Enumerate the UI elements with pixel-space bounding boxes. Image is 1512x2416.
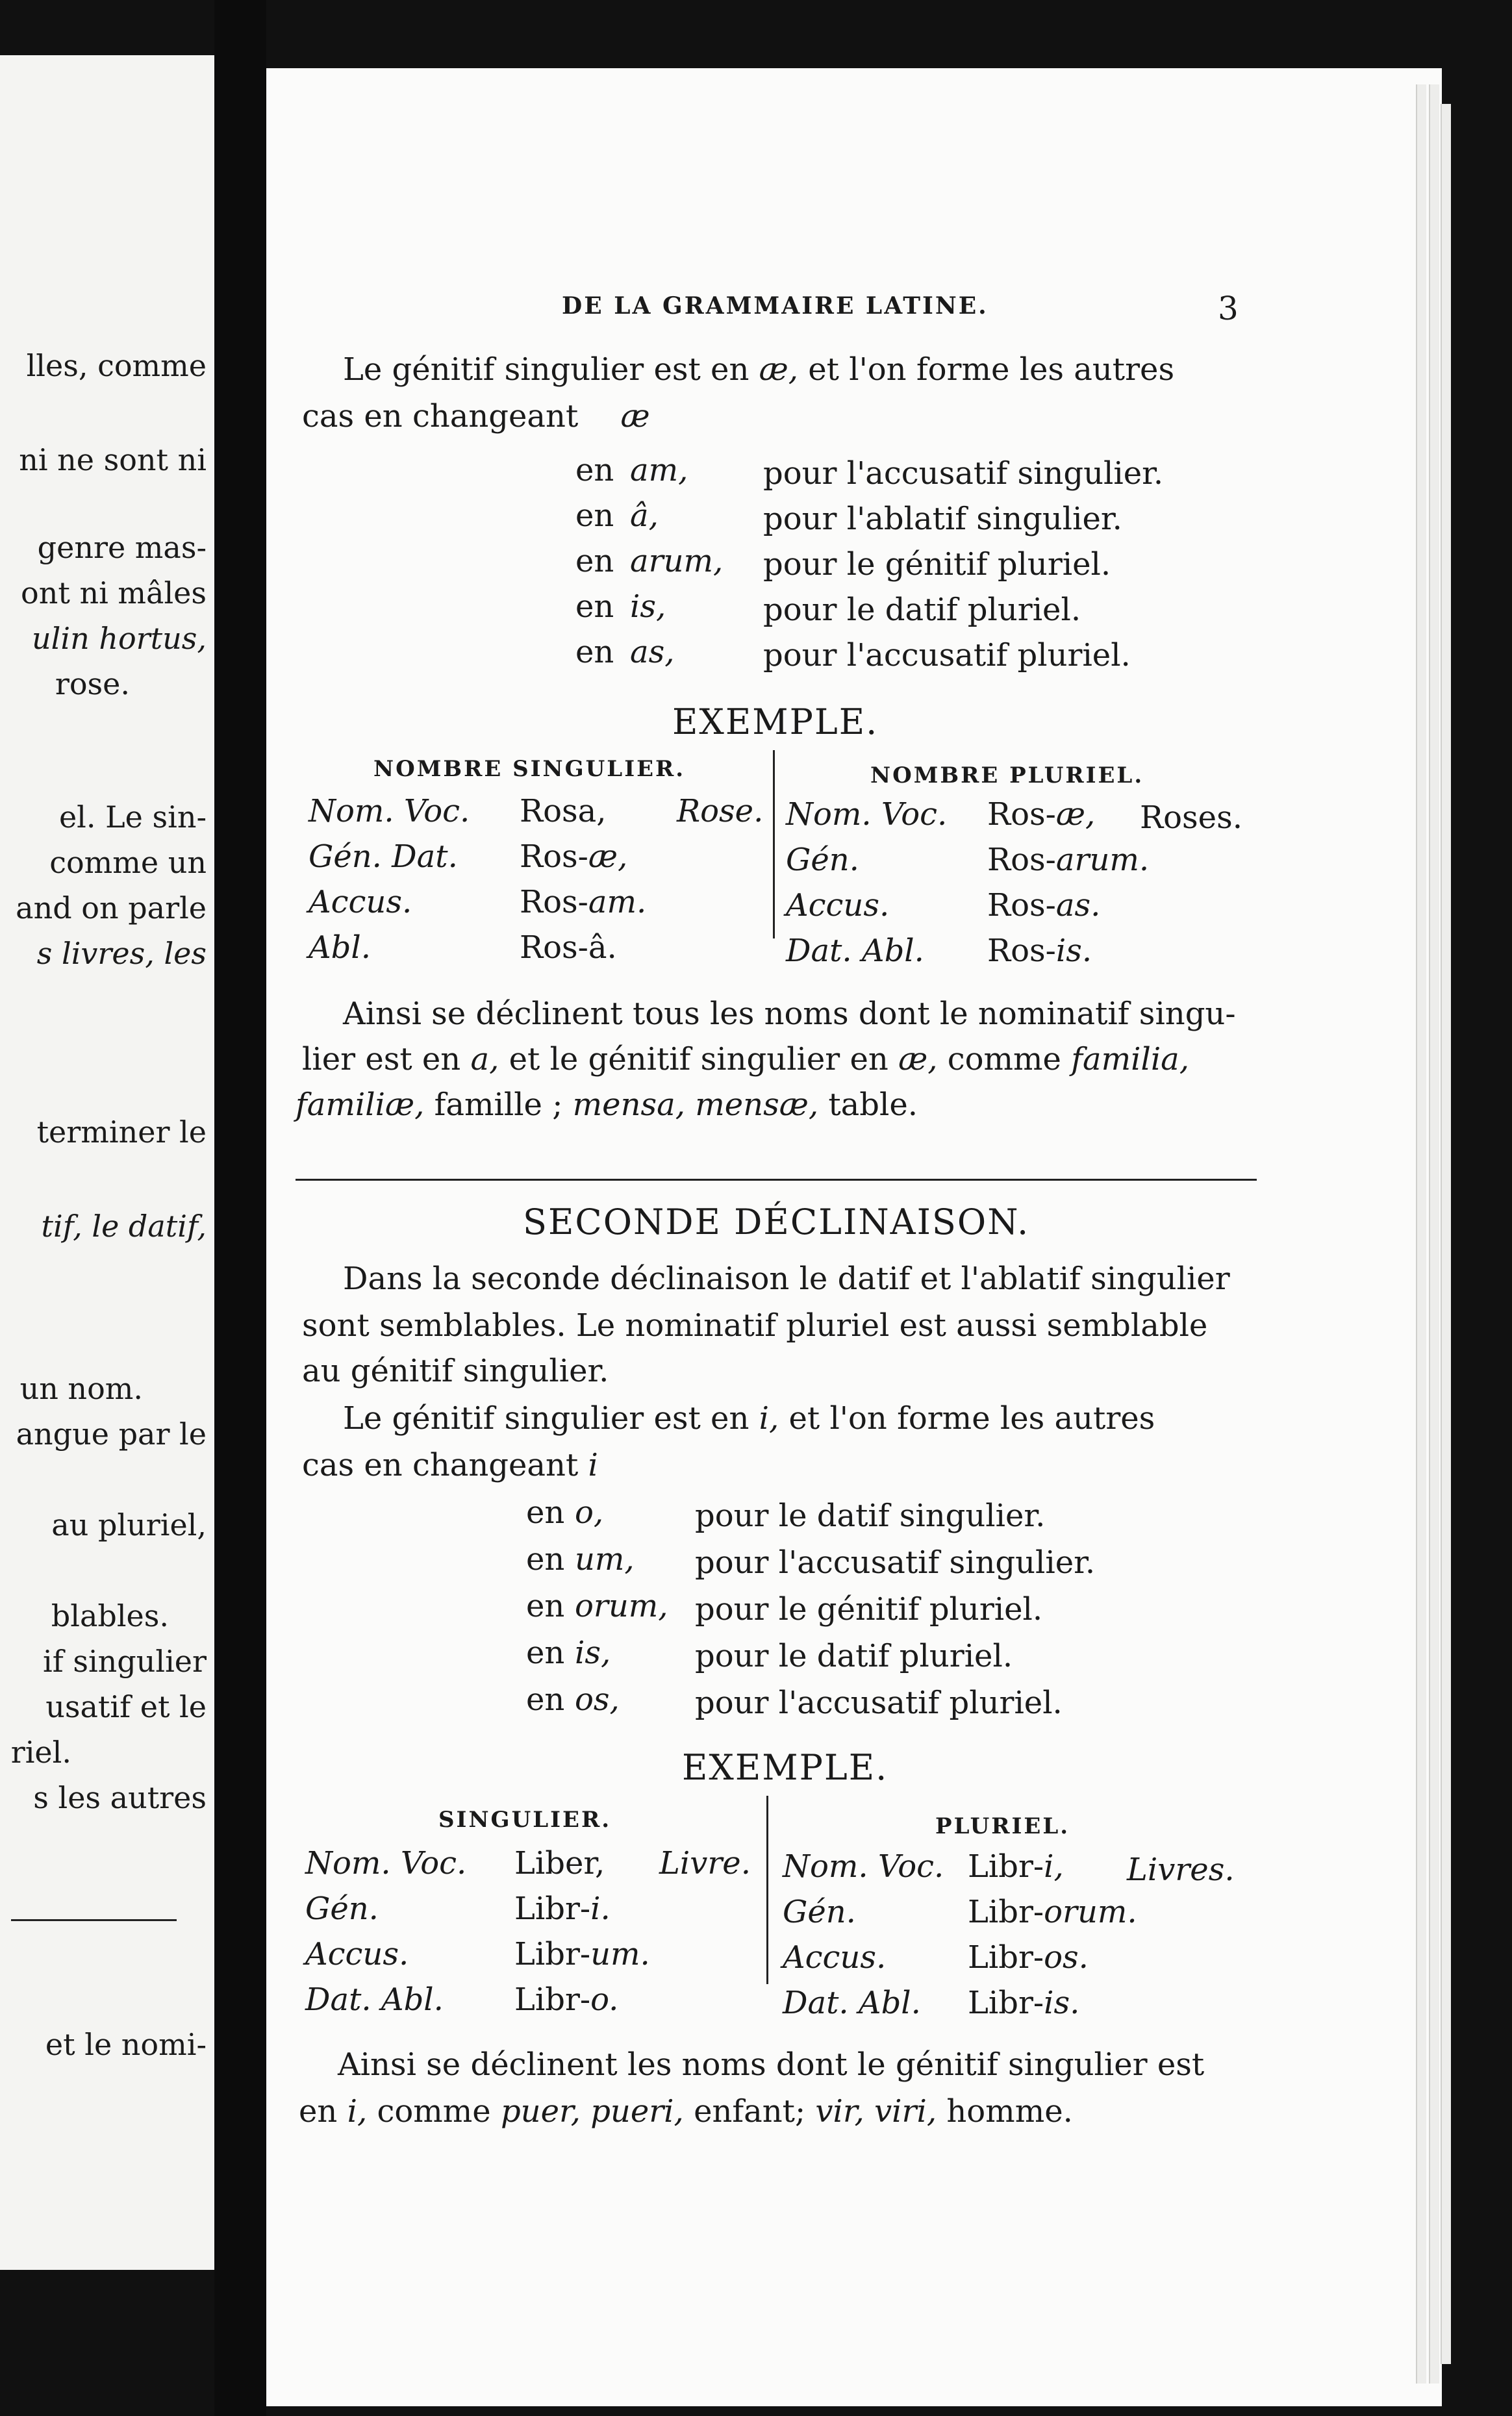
form [987,842,1150,878]
text: comme [377,2093,491,2130]
case-label: Gén. [305,1891,379,1927]
ending: um. [590,1936,650,1972]
case-label: Gén. [783,1894,856,1930]
form [520,838,628,875]
change-desc: pour le datif pluriel. [763,592,1081,628]
change-en: en [575,588,614,625]
change-ending: arum, [630,543,724,579]
left-line: blables. [51,1598,169,1633]
ending: orum. [1044,1894,1137,1930]
stem: Ros-â. [520,929,617,966]
case-label: Accus. [783,1939,887,1976]
italic: a, [470,1041,499,1077]
singular-header: SINGULIER. [438,1807,612,1833]
ending: is. [1055,933,1092,969]
form [968,1896,1137,1928]
running-head: DE LA GRAMMAIRE LATINE. [562,292,989,320]
stem: Ros- [987,933,1056,969]
singular-header: NOMBRE SINGULIER. [373,756,686,782]
page-edge [1416,84,1426,2384]
left-line: usatif et le [45,1689,207,1724]
italic: familia, [1071,1041,1190,1077]
form [968,1939,1089,1976]
left-line: ulin hortus, [32,621,207,656]
change-ending: o, [575,1494,604,1531]
change-desc: pour l'accusatif pluriel. [763,637,1131,673]
change-en: en [526,1681,565,1718]
change-ending: is, [630,588,666,625]
change-en: en [575,452,614,488]
paragraph-line [302,1041,1190,1077]
paragraph-line: Dans la seconde déclinaison le datif et l'ablatif singulier [343,1261,1230,1297]
change-en: en [575,634,614,670]
case-label: Accus. [786,887,890,924]
page-number: 3 [1218,290,1239,327]
form [514,1845,605,1881]
left-line: comme un [49,845,207,880]
paragraph-line: sont semblables. Le nominatif pluriel est aussi semblable [302,1307,1208,1344]
paragraph-line [296,1087,918,1123]
page-edge [1441,104,1451,2364]
stem: Libr- [514,1982,591,2018]
left-line: el. Le sin- [58,799,207,835]
italic: vir, viri, [815,2093,937,2130]
left-page-fragment [0,55,214,2270]
form [968,1848,1064,1885]
ending: as. [1055,887,1101,924]
left-line: ont ni mâles [21,575,207,610]
stem: Ros- [520,838,588,875]
change-desc: pour l'ablatif singulier. [763,501,1122,537]
change-en: en [526,1494,565,1531]
case-label: Nom. Voc. [305,1845,467,1881]
left-line: s livres, les [36,936,207,971]
change-desc: pour l'accusatif pluriel. [695,1685,1063,1721]
ending: i. [590,1891,611,1927]
change-ending: orum, [575,1588,668,1624]
stem: Libr- [968,1848,1044,1885]
page-edge [1429,84,1439,2384]
left-divider [11,1919,177,1921]
ending: æ, [1055,796,1096,833]
left-line: if singulier [42,1644,207,1679]
paragraph-line [299,2093,1073,2130]
ending: i [588,1447,598,1483]
paragraph-line: au génitif singulier. [302,1353,609,1389]
italic: puer, pueri, [500,2093,684,2130]
stem: Libr- [968,1894,1044,1930]
ending: is. [1044,1985,1080,2021]
stem: Liber, [514,1845,605,1881]
italic: æ, [898,1041,938,1077]
left-line: tif, le datif, [41,1209,207,1244]
text: table. [828,1087,918,1123]
stem: Ros- [987,887,1056,924]
case-label: Dat. Abl. [786,933,924,969]
translation: Livres. [1127,1852,1235,1888]
left-line: un nom. [19,1371,143,1406]
change-desc: pour le datif singulier. [695,1498,1046,1534]
form [968,1987,1079,2019]
stem: Libr- [968,1985,1044,2021]
change-desc: pour l'accusatif singulier. [763,455,1164,492]
ending: am. [588,884,647,920]
table-divider [766,1796,768,1984]
text: Le génitif singulier est en [343,1400,750,1437]
left-line: terminer le [36,1114,207,1150]
stem: Ros- [987,796,1056,833]
text: en [299,2093,338,2130]
paragraph-line [343,351,1175,388]
paragraph-line [302,1447,598,1483]
change-ending: um, [575,1541,635,1578]
form [987,796,1096,833]
text: cas en changeant [302,1447,579,1483]
book-gutter [214,0,266,2416]
translation: Livre. [659,1845,751,1881]
ending: æ, [759,351,798,388]
left-line: s les autres [33,1780,207,1815]
paragraph-line [343,1400,1155,1437]
left-line: ni ne sont ni [19,442,207,477]
translation: Roses. [1140,799,1242,836]
case-label: Nom. Voc. [783,1848,944,1885]
ending: arum. [1055,842,1150,878]
change-en: en [526,1588,565,1624]
ending: i, [1044,1848,1064,1885]
form [514,1936,650,1972]
text: et le génitif singulier en [509,1041,888,1077]
case-label: Accus. [305,1936,409,1972]
paragraph-line: Ainsi se déclinent tous les noms dont le nominatif singu- [343,996,1236,1032]
ending: æ [620,398,650,434]
ending: os. [1044,1939,1089,1976]
change-ending: am, [630,452,688,488]
form [520,929,617,966]
form [987,887,1101,924]
change-ending: os, [575,1681,620,1718]
translation: Rose. [677,793,764,829]
left-line: and on parle [16,890,207,925]
table-divider [773,750,775,938]
italic: mensa, mensæ, [572,1087,819,1123]
italic: i, [347,2093,368,2130]
change-desc: pour l'accusatif singulier. [695,1544,1096,1581]
italic: familiæ, [296,1087,425,1123]
text: cas en changeant [302,398,579,434]
case-label: Dat. Abl. [305,1982,444,2018]
plural-header: PLURIEL. [935,1813,1070,1839]
case-label: Gén. Dat. [309,838,458,875]
ending: æ, [588,838,628,875]
case-label: Abl. [309,929,371,966]
left-line: rose. [55,666,130,701]
main-page [266,68,1442,2406]
change-en: en [575,497,614,534]
text: comme [947,1041,1061,1077]
left-line: et le nomi- [45,2027,207,2062]
form [514,1982,619,2018]
left-line: lles, comme [26,348,207,383]
case-label: Nom. Voc. [309,793,470,829]
text: et l'on forme les autres [788,1400,1155,1437]
plural-header: NOMBRE PLURIEL. [870,762,1144,788]
stem: Libr- [968,1939,1044,1976]
left-line: au pluriel, [51,1507,207,1542]
form [987,933,1092,969]
paragraph-line [302,398,650,434]
text: lier est en [302,1041,461,1077]
stem: Libr- [514,1891,591,1927]
case-label: Accus. [309,884,412,920]
section-divider [296,1179,1257,1181]
example-heading: EXEMPLE. [682,1747,888,1788]
case-label: Dat. Abl. [783,1985,921,2021]
text: enfant; [694,2093,806,2130]
case-label: Nom. Voc. [786,796,948,833]
change-desc: pour le génitif pluriel. [763,546,1111,583]
paragraph-line: Ainsi se déclinent les noms dont le génitif singulier est [338,2046,1205,2083]
stem: Rosa, [520,793,607,829]
form [520,793,607,829]
left-line: genre mas- [37,530,207,565]
text: famille ; [434,1087,563,1123]
change-en: en [575,543,614,579]
left-line: angue par le [16,1416,207,1452]
example-heading: EXEMPLE. [672,701,879,742]
text: et l'on forme les autres [808,351,1175,388]
case-label: Gén. [786,842,859,878]
change-en: en [526,1635,565,1671]
stem: Libr- [514,1936,591,1972]
change-ending: as, [630,634,675,670]
change-desc: pour le datif pluriel. [695,1638,1013,1674]
form [514,1891,611,1927]
change-ending: is, [575,1635,611,1671]
stem: Ros- [987,842,1056,878]
left-line: riel. [10,1735,71,1770]
text: homme. [946,2093,1073,2130]
form [520,884,647,920]
change-desc: pour le génitif pluriel. [695,1591,1043,1628]
section-heading: SECONDE DÉCLINAISON. [523,1202,1030,1242]
change-en: en [526,1541,565,1578]
change-ending: â, [630,497,659,534]
stem: Ros- [520,884,588,920]
text: Le génitif singulier est en [343,351,750,388]
ending: i, [759,1400,779,1437]
ending: o. [590,1982,619,2018]
